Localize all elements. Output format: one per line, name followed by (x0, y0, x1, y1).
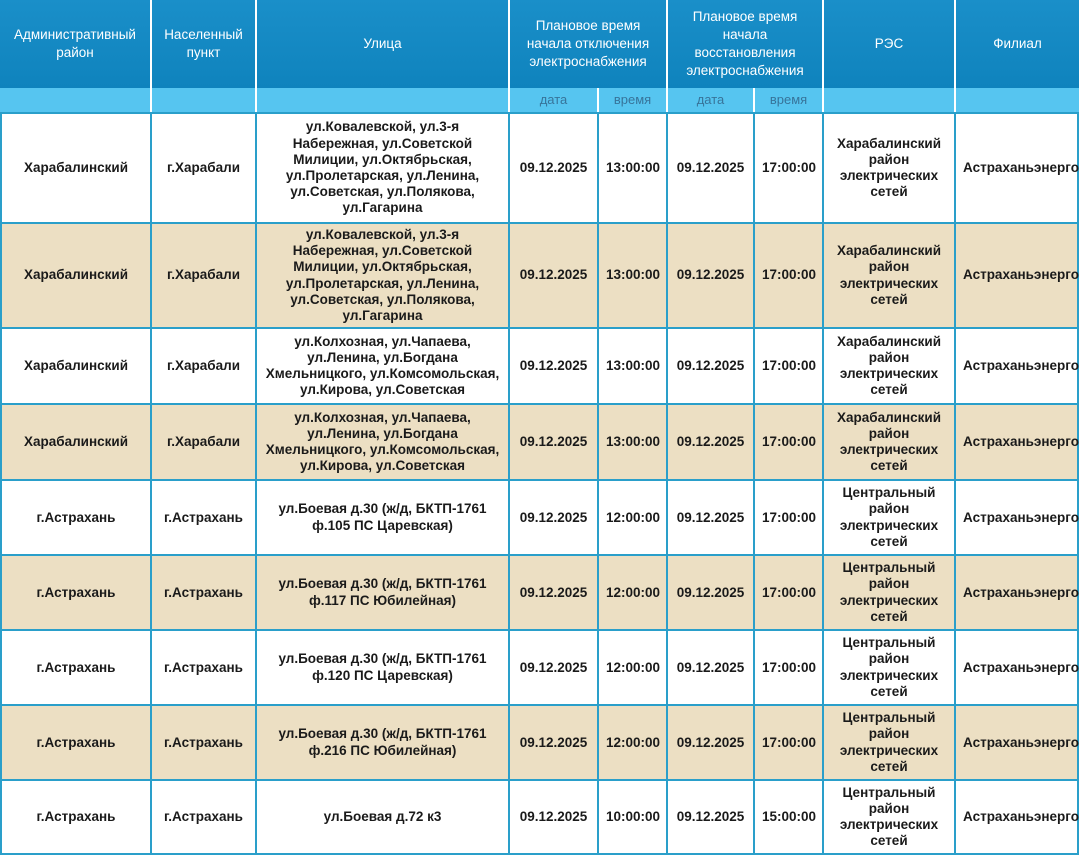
cell-branch: Астраханьэнерго (954, 554, 1079, 629)
cell-restore-time: 17:00:00 (753, 112, 822, 222)
cell-off-date: 09.12.2025 (508, 779, 597, 855)
cell-district: Харабалинский (0, 222, 150, 327)
subheader-empty-district (0, 88, 150, 112)
cell-settlement: г.Астрахань (150, 554, 255, 629)
table-row (0, 554, 1079, 629)
cell-restore-time: 17:00:00 (753, 554, 822, 629)
cell-res: Центральный район электрических сетей (822, 479, 954, 554)
header-district: Административный район (0, 0, 150, 88)
cell-res: Центральный район электрических сетей (822, 554, 954, 629)
cell-settlement: г.Харабали (150, 222, 255, 327)
cell-restore-time: 17:00:00 (753, 222, 822, 327)
cell-street: ул.Боевая д.30 (ж/д, БКТП-1761 ф.117 ПС Юбилейная) (255, 554, 508, 629)
cell-district: г.Астрахань (0, 479, 150, 554)
table-header (0, 0, 1079, 112)
cell-res: Харабалинский район электрических сетей (822, 327, 954, 403)
cell-res: Харабалинский район электрических сетей (822, 222, 954, 327)
cell-district: г.Астрахань (0, 629, 150, 704)
table-row (0, 629, 1079, 704)
table-body (0, 112, 1079, 855)
subheader-empty-branch (954, 88, 1079, 112)
cell-settlement: г.Харабали (150, 327, 255, 403)
cell-street: ул.Ковалевской, ул.3-я Набережная, ул.Советской Милиции, ул.Октябрьская, ул.Пролетарская, ул.Ленина, ул.Советская, ул.Полякова, ул.Гагарина (255, 112, 508, 222)
cell-settlement: г.Астрахань (150, 479, 255, 554)
cell-branch: Астраханьэнерго (954, 403, 1079, 479)
table-row (0, 479, 1079, 554)
cell-district: Харабалинский (0, 403, 150, 479)
cell-restore-date: 09.12.2025 (666, 554, 753, 629)
cell-restore-time: 17:00:00 (753, 403, 822, 479)
cell-restore-date: 09.12.2025 (666, 479, 753, 554)
cell-off-date: 09.12.2025 (508, 629, 597, 704)
header-row (0, 0, 1079, 88)
cell-street: ул.Ковалевской, ул.3-я Набережная, ул.Советской Милиции, ул.Октябрьская, ул.Пролетарская, ул.Ленина, ул.Советская, ул.Полякова, ул.Гагарина (255, 222, 508, 327)
cell-off-time: 13:00:00 (597, 112, 666, 222)
cell-restore-date: 09.12.2025 (666, 222, 753, 327)
cell-restore-time: 17:00:00 (753, 479, 822, 554)
cell-branch: Астраханьэнерго (954, 112, 1079, 222)
cell-district: г.Астрахань (0, 779, 150, 855)
cell-restore-date: 09.12.2025 (666, 327, 753, 403)
cell-restore-time: 17:00:00 (753, 704, 822, 779)
cell-off-time: 12:00:00 (597, 704, 666, 779)
header-res: РЭС (822, 0, 954, 88)
cell-restore-date: 09.12.2025 (666, 704, 753, 779)
cell-restore-time: 15:00:00 (753, 779, 822, 855)
header-restore-group: Плановое время начала восстановления электроснабжения (666, 0, 822, 88)
table-row (0, 704, 1079, 779)
cell-street: ул.Боевая д.30 (ж/д, БКТП-1761 ф.120 ПС Царевская) (255, 629, 508, 704)
table-row (0, 403, 1079, 479)
cell-branch: Астраханьэнерго (954, 629, 1079, 704)
cell-res: Харабалинский район электрических сетей (822, 403, 954, 479)
cell-off-time: 12:00:00 (597, 479, 666, 554)
cell-branch: Астраханьэнерго (954, 704, 1079, 779)
cell-street: ул.Боевая д.72 к3 (255, 779, 508, 855)
cell-restore-time: 17:00:00 (753, 629, 822, 704)
cell-street: ул.Колхозная, ул.Чапаева, ул.Ленина, ул.Богдана Хмельницкого, ул.Комсомольская, ул.Кирова, ул.Советская (255, 403, 508, 479)
cell-off-time: 13:00:00 (597, 222, 666, 327)
cell-street: ул.Боевая д.30 (ж/д, БКТП-1761 ф.216 ПС Юбилейная) (255, 704, 508, 779)
cell-restore-date: 09.12.2025 (666, 112, 753, 222)
cell-settlement: г.Харабали (150, 403, 255, 479)
cell-off-time: 12:00:00 (597, 554, 666, 629)
cell-settlement: г.Астрахань (150, 704, 255, 779)
cell-res: Центральный район электрических сетей (822, 629, 954, 704)
cell-district: г.Астрахань (0, 554, 150, 629)
subheader-empty-settlement (150, 88, 255, 112)
cell-off-date: 09.12.2025 (508, 479, 597, 554)
cell-res: Центральный район электрических сетей (822, 704, 954, 779)
subheader-restore-time: время (753, 88, 822, 112)
cell-street: ул.Боевая д.30 (ж/д, БКТП-1761 ф.105 ПС Царевская) (255, 479, 508, 554)
cell-restore-date: 09.12.2025 (666, 629, 753, 704)
cell-street: ул.Колхозная, ул.Чапаева, ул.Ленина, ул.Богдана Хмельницкого, ул.Комсомольская, ул.Кирова, ул.Советская (255, 327, 508, 403)
cell-branch: Астраханьэнерго (954, 327, 1079, 403)
cell-off-date: 09.12.2025 (508, 112, 597, 222)
table-row (0, 112, 1079, 222)
cell-settlement: г.Харабали (150, 112, 255, 222)
subheader-outage-time: время (597, 88, 666, 112)
table-row (0, 779, 1079, 855)
cell-restore-time: 17:00:00 (753, 327, 822, 403)
cell-res: Центральный район электрических сетей (822, 779, 954, 855)
subheader-row (0, 88, 1079, 112)
cell-district: г.Астрахань (0, 704, 150, 779)
cell-restore-date: 09.12.2025 (666, 403, 753, 479)
cell-off-time: 10:00:00 (597, 779, 666, 855)
cell-off-date: 09.12.2025 (508, 704, 597, 779)
cell-settlement: г.Астрахань (150, 629, 255, 704)
table-row (0, 327, 1079, 403)
cell-branch: Астраханьэнерго (954, 222, 1079, 327)
cell-off-date: 09.12.2025 (508, 327, 597, 403)
cell-res: Харабалинский район электрических сетей (822, 112, 954, 222)
cell-restore-date: 09.12.2025 (666, 779, 753, 855)
cell-branch: Астраханьэнерго (954, 779, 1079, 855)
header-settlement: Населенный пункт (150, 0, 255, 88)
header-street: Улица (255, 0, 508, 88)
cell-off-time: 13:00:00 (597, 327, 666, 403)
subheader-restore-date: дата (666, 88, 753, 112)
cell-off-time: 13:00:00 (597, 403, 666, 479)
subheader-empty-street (255, 88, 508, 112)
cell-settlement: г.Астрахань (150, 779, 255, 855)
cell-district: Харабалинский (0, 112, 150, 222)
subheader-empty-res (822, 88, 954, 112)
cell-off-date: 09.12.2025 (508, 554, 597, 629)
cell-off-time: 12:00:00 (597, 629, 666, 704)
cell-off-date: 09.12.2025 (508, 403, 597, 479)
cell-branch: Астраханьэнерго (954, 479, 1079, 554)
cell-district: Харабалинский (0, 327, 150, 403)
cell-off-date: 09.12.2025 (508, 222, 597, 327)
header-branch: Филиал (954, 0, 1079, 88)
header-outage-group: Плановое время начала отключения электроснабжения (508, 0, 666, 88)
table-row (0, 222, 1079, 327)
subheader-outage-date: дата (508, 88, 597, 112)
